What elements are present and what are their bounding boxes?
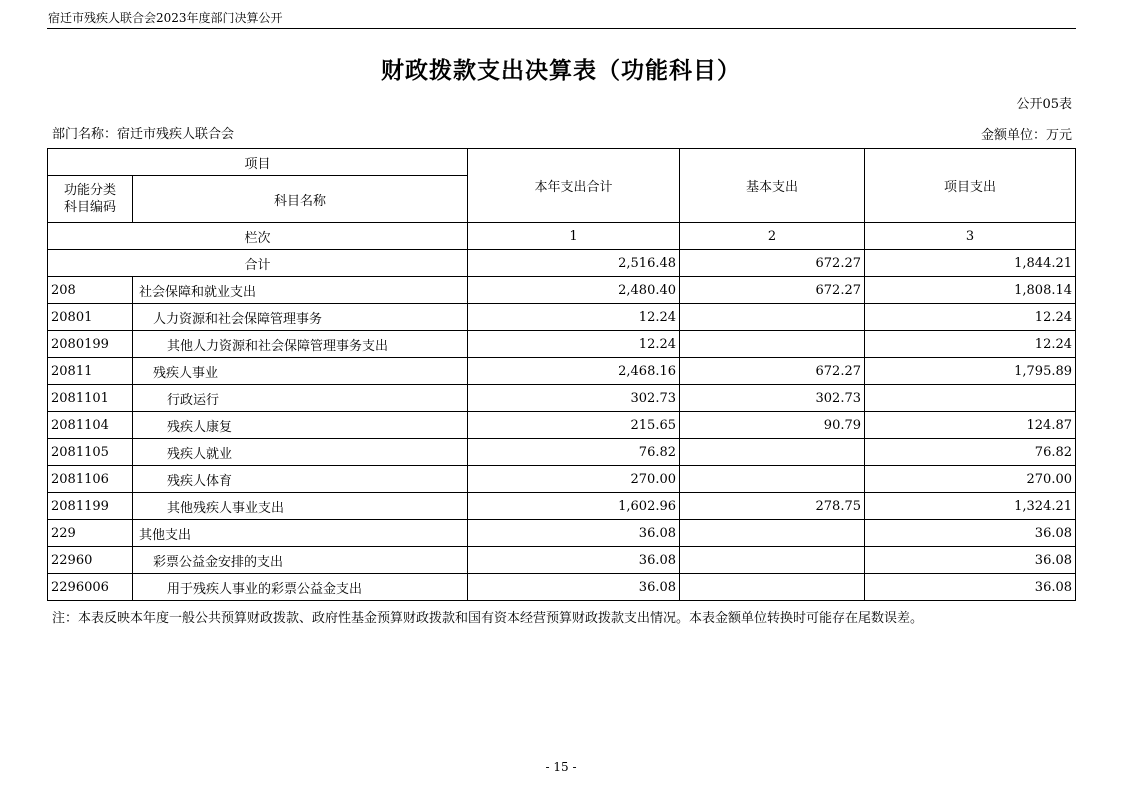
row-v1: 302.73 <box>468 385 680 412</box>
row-v2: 302.73 <box>680 385 865 412</box>
row-name: 残疾人事业 <box>133 358 468 385</box>
row-v1: 36.08 <box>468 547 680 574</box>
row-v1: 76.82 <box>468 439 680 466</box>
row-v2 <box>680 466 865 493</box>
table-row <box>48 331 1076 358</box>
header-row-1 <box>48 149 1076 176</box>
column-index-row <box>48 223 1076 250</box>
header-item: 项目 <box>48 149 468 176</box>
table-row <box>48 547 1076 574</box>
header-col1: 本年支出合计 <box>468 149 680 223</box>
table-row <box>48 574 1076 601</box>
department-name: 部门名称：宿迁市残疾人联合会 <box>52 127 235 142</box>
row-v1: 1,602.96 <box>468 493 680 520</box>
header-name: 科目名称 <box>133 176 468 223</box>
row-code: 2081104 <box>48 412 133 439</box>
column-index-2: 2 <box>680 223 865 250</box>
row-name: 社会保障和就业支出 <box>133 277 468 304</box>
row-v2 <box>680 331 865 358</box>
row-name: 用于残疾人事业的彩票公益金支出 <box>133 574 468 601</box>
row-v3: 1,808.14 <box>865 277 1076 304</box>
column-index-1: 1 <box>468 223 680 250</box>
row-v1: 36.08 <box>468 520 680 547</box>
row-v3: 36.08 <box>865 574 1076 601</box>
row-name: 残疾人体育 <box>133 466 468 493</box>
row-v1: 36.08 <box>468 574 680 601</box>
total-v2: 672.27 <box>680 250 865 277</box>
row-name: 其他残疾人事业支出 <box>133 493 468 520</box>
row-code: 2081106 <box>48 466 133 493</box>
row-name: 行政运行 <box>133 385 468 412</box>
table-id: 公开05表 <box>1016 97 1072 112</box>
row-name: 残疾人康复 <box>133 412 468 439</box>
table-row <box>48 385 1076 412</box>
table-row <box>48 520 1076 547</box>
table-row <box>48 439 1076 466</box>
table-row <box>48 493 1076 520</box>
row-name: 其他支出 <box>133 520 468 547</box>
header-col3: 项目支出 <box>865 149 1076 223</box>
running-header: 宿迁市残疾人联合会2023年度部门决算公开 <box>48 11 283 25</box>
row-v1: 12.24 <box>468 331 680 358</box>
row-v3: 12.24 <box>865 331 1076 358</box>
row-v1: 2,468.16 <box>468 358 680 385</box>
row-code: 2081199 <box>48 493 133 520</box>
total-v1: 2,516.48 <box>468 250 680 277</box>
row-name: 人力资源和社会保障管理事务 <box>133 304 468 331</box>
row-v1: 215.65 <box>468 412 680 439</box>
row-v3: 36.08 <box>865 547 1076 574</box>
total-v3: 1,844.21 <box>865 250 1076 277</box>
row-code: 229 <box>48 520 133 547</box>
total-label: 合计 <box>48 250 468 277</box>
table-row <box>48 466 1076 493</box>
row-v3: 76.82 <box>865 439 1076 466</box>
page-number: - 15 - <box>545 760 577 774</box>
row-code: 2081105 <box>48 439 133 466</box>
row-v1: 270.00 <box>468 466 680 493</box>
row-v3 <box>865 385 1076 412</box>
row-name: 彩票公益金安排的支出 <box>133 547 468 574</box>
table-note: 注：本表反映本年度一般公共预算财政拨款、政府性基金预算财政拨款和国有资本经营预算财政拨款支出情况。本表金额单位转换时可能存在尾数误差。 <box>52 611 924 626</box>
row-v2 <box>680 547 865 574</box>
row-code: 2081101 <box>48 385 133 412</box>
expenditure-table <box>47 148 1076 601</box>
header-col2: 基本支出 <box>680 149 865 223</box>
row-v3: 36.08 <box>865 520 1076 547</box>
table-row <box>48 412 1076 439</box>
row-v2 <box>680 439 865 466</box>
table-row <box>48 358 1076 385</box>
row-code: 208 <box>48 277 133 304</box>
table-row <box>48 277 1076 304</box>
column-index-3: 3 <box>865 223 1076 250</box>
row-code: 22960 <box>48 547 133 574</box>
row-code: 20811 <box>48 358 133 385</box>
row-code: 20801 <box>48 304 133 331</box>
row-v1: 12.24 <box>468 304 680 331</box>
total-row <box>48 250 1076 277</box>
row-name: 残疾人就业 <box>133 439 468 466</box>
row-v2 <box>680 304 865 331</box>
row-code: 2080199 <box>48 331 133 358</box>
page-title: 财政拨款支出决算表（功能科目） <box>381 58 741 84</box>
row-v2 <box>680 574 865 601</box>
row-code: 2296006 <box>48 574 133 601</box>
header-code: 功能分类 科目编码 <box>48 176 133 223</box>
row-v2: 90.79 <box>680 412 865 439</box>
row-v3: 12.24 <box>865 304 1076 331</box>
row-v2 <box>680 520 865 547</box>
column-index-label: 栏次 <box>48 223 468 250</box>
row-v1: 2,480.40 <box>468 277 680 304</box>
row-v2: 672.27 <box>680 358 865 385</box>
amount-unit: 金额单位：万元 <box>980 128 1072 143</box>
row-v3: 270.00 <box>865 466 1076 493</box>
row-v3: 124.87 <box>865 412 1076 439</box>
row-v3: 1,795.89 <box>865 358 1076 385</box>
row-v2: 672.27 <box>680 277 865 304</box>
row-v2: 278.75 <box>680 493 865 520</box>
header-rule <box>47 28 1076 29</box>
row-name: 其他人力资源和社会保障管理事务支出 <box>133 331 468 358</box>
table-row <box>48 304 1076 331</box>
row-v3: 1,324.21 <box>865 493 1076 520</box>
